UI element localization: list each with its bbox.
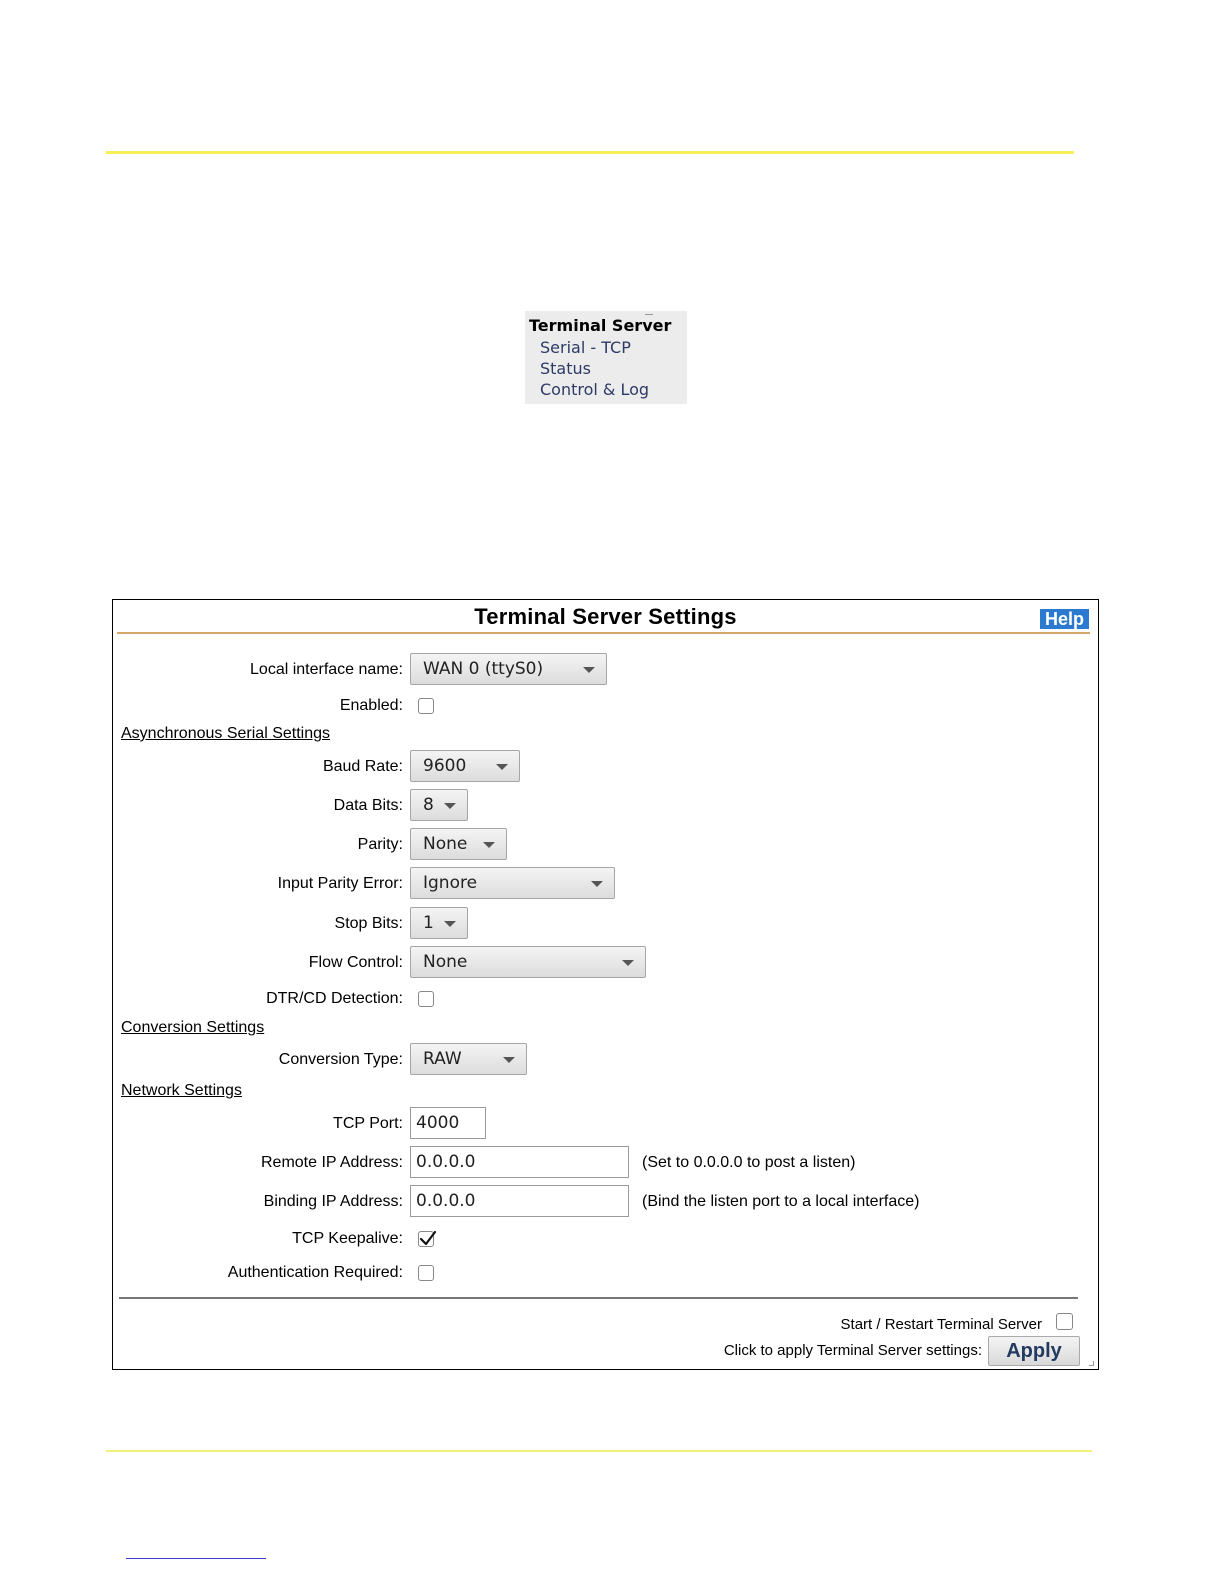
- chevron-down-icon: [444, 803, 456, 809]
- chevron-down-icon: [496, 764, 508, 770]
- restart-checkbox[interactable]: [1056, 1313, 1073, 1330]
- stop-bits-value: 1: [423, 913, 434, 933]
- binding-ip-note: (Bind the listen port to a local interface): [642, 1193, 920, 1210]
- local-interface-select[interactable]: [410, 653, 607, 685]
- flow-control-select[interactable]: [410, 946, 646, 978]
- chevron-down-icon: [483, 842, 495, 848]
- conversion-type-value: RAW: [423, 1049, 462, 1069]
- binding-ip-input[interactable]: [410, 1185, 629, 1217]
- help-button[interactable]: Help: [1040, 609, 1089, 629]
- enabled-label: Enabled:: [339, 697, 403, 714]
- chevron-down-icon: [503, 1057, 515, 1063]
- parity-value: None: [423, 834, 468, 854]
- nav-item-control-log[interactable]: Control & Log: [540, 380, 650, 399]
- row-input-parity-error: [113, 867, 1098, 901]
- stop-bits-label: Stop Bits:: [334, 915, 403, 932]
- section-conversion: Conversion Settings: [121, 1019, 265, 1036]
- input-parity-error-label: Input Parity Error:: [277, 875, 403, 892]
- row-tcp-port: [113, 1107, 1098, 1141]
- page-header-rule: [106, 151, 1074, 154]
- row-conversion-type: [113, 1043, 1098, 1077]
- local-interface-label: Local interface name:: [250, 661, 403, 678]
- remote-ip-value: 0.0.0.0: [416, 1152, 476, 1172]
- row-stop-bits: [113, 907, 1098, 941]
- chevron-down-icon: [583, 667, 595, 673]
- auth-required-checkbox[interactable]: [418, 1265, 434, 1281]
- apply-button[interactable]: Apply: [988, 1336, 1080, 1366]
- footer-divider: [119, 1297, 1078, 1299]
- row-flow-control: [113, 946, 1098, 980]
- input-parity-error-value: Ignore: [423, 873, 478, 893]
- parity-label: Parity:: [357, 836, 403, 853]
- row-dtr-cd: [113, 982, 1098, 1016]
- tcp-keepalive-label: TCP Keepalive:: [292, 1230, 403, 1247]
- local-interface-value: WAN 0 (ttyS0): [423, 659, 544, 679]
- title-divider: [117, 632, 1090, 634]
- auth-required-label: Authentication Required:: [227, 1264, 403, 1281]
- row-parity: [113, 828, 1098, 862]
- apply-prompt: Click to apply Terminal Server settings:: [723, 1342, 982, 1359]
- row-auth-required: [113, 1256, 1098, 1290]
- nav-item-status[interactable]: Status: [540, 359, 591, 378]
- binding-ip-label: Binding IP Address:: [263, 1193, 403, 1210]
- nav-menu: [525, 311, 687, 404]
- enabled-checkbox[interactable]: [418, 698, 434, 714]
- row-remote-ip: [113, 1146, 1098, 1180]
- chevron-down-icon: [444, 921, 456, 927]
- row-tcp-keepalive: [113, 1222, 1098, 1256]
- remote-ip-note: (Set to 0.0.0.0 to post a listen): [642, 1154, 856, 1171]
- data-bits-label: Data Bits:: [333, 797, 403, 814]
- chevron-down-icon: [622, 960, 634, 966]
- flow-control-label: Flow Control:: [308, 954, 403, 971]
- terminal-server-settings-panel: [112, 599, 1099, 1370]
- row-data-bits: [113, 789, 1098, 823]
- row-local-interface: [113, 653, 1098, 687]
- dtr-cd-checkbox[interactable]: [418, 991, 434, 1007]
- data-bits-select[interactable]: [410, 789, 468, 821]
- resize-grip-icon[interactable]: [1089, 1361, 1094, 1366]
- data-bits-value: 8: [423, 795, 434, 815]
- parity-select[interactable]: [410, 828, 507, 860]
- checkmark-icon: [418, 1229, 438, 1249]
- flow-control-value: None: [423, 952, 468, 972]
- conversion-type-label: Conversion Type:: [278, 1051, 403, 1068]
- baud-rate-label: Baud Rate:: [322, 758, 403, 775]
- chevron-down-icon: [591, 881, 603, 887]
- dtr-cd-label: DTR/CD Detection:: [266, 990, 403, 1007]
- section-async-serial: Asynchronous Serial Settings: [121, 725, 330, 742]
- remote-ip-input[interactable]: [410, 1146, 629, 1178]
- baud-rate-value: 9600: [423, 756, 467, 776]
- tcp-keepalive-checkbox[interactable]: [418, 1231, 434, 1247]
- nav-section-title: Terminal Server: [529, 316, 672, 335]
- input-parity-error-select[interactable]: [410, 867, 615, 899]
- row-binding-ip: [113, 1185, 1098, 1219]
- conversion-type-select[interactable]: [410, 1043, 527, 1075]
- stop-bits-select[interactable]: [410, 907, 468, 939]
- section-network: Network Settings: [121, 1082, 242, 1099]
- cropped-item-edge: [645, 311, 653, 315]
- baud-rate-select[interactable]: [410, 750, 520, 782]
- tcp-port-label: TCP Port:: [333, 1115, 403, 1132]
- tcp-port-value: 4000: [416, 1113, 460, 1133]
- remote-ip-label: Remote IP Address:: [261, 1154, 403, 1171]
- nav-item-serial-tcp[interactable]: Serial - TCP: [540, 338, 631, 357]
- row-enabled: [113, 689, 1098, 723]
- footer-link-underline: [126, 1558, 266, 1559]
- restart-label: Start / Restart Terminal Server: [840, 1316, 1042, 1333]
- page-footer-rule: [106, 1450, 1092, 1452]
- tcp-port-input[interactable]: [410, 1107, 486, 1139]
- binding-ip-value: 0.0.0.0: [416, 1191, 476, 1211]
- row-baud-rate: [113, 750, 1098, 784]
- panel-title: Terminal Server Settings: [474, 604, 737, 629]
